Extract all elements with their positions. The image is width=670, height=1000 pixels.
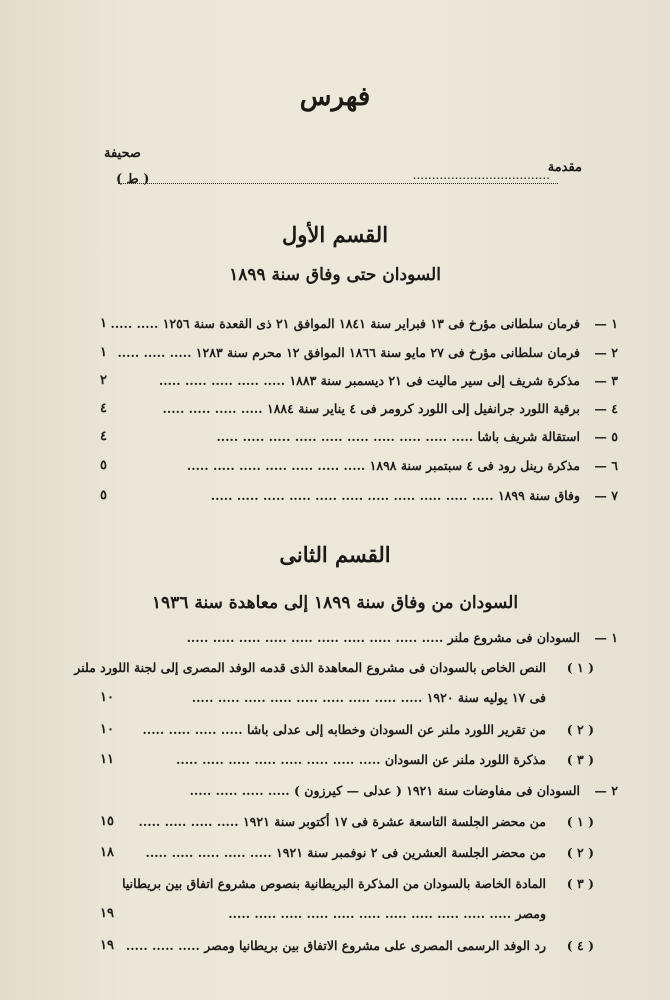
part2-subheading: السودان من وفاق سنة ١٨٩٩ إلى معاهدة سنة ١٩٣٦	[151, 593, 519, 613]
entry-text: وفاق سنة ١٨٩٩ ..... ..... ..... ..... ..... ..... ..... ..... ..... ..... .....	[210, 488, 580, 503]
entry-text: فرمان سلطانى مؤرخ فى ١٣ فبراير سنة ١٨٤١ الموافق ٢١ ذى القعدة سنة ١٢٥٦ ..... .....	[110, 316, 580, 331]
sub-entry-marker: ( ١ )	[566, 660, 594, 675]
sub-entry-marker: ( ٢ )	[566, 845, 594, 860]
sub-entry-marker: ( ٣ )	[566, 752, 594, 767]
part2-heading: القسم الثانى	[279, 542, 391, 567]
page-title: فهرس	[299, 82, 371, 112]
sub-entry-marker: ( ٢ )	[566, 722, 594, 737]
toc-entry	[110, 373, 618, 393]
sub-entry-text: رد الوفد الرسمى المصرى على مشروع الاتفاق بين بريطانيا ومصر ..... ..... .....	[125, 938, 546, 953]
sub-entry-marker: ( ٣ )	[566, 876, 594, 891]
entry-page: ١	[100, 345, 107, 360]
toc-entry	[110, 458, 618, 478]
entry-page: ١	[100, 316, 107, 331]
sub-entry-text: المادة الخاصة بالسودان من المذكرة البريطانية بنصوص مشروع اتفاق بين بريطانيا	[122, 876, 546, 891]
sub-entry-marker: ( ٤ )	[566, 938, 594, 953]
sub-entry-text: من تقرير اللورد ملنر عن السودان وخطابه إلى عدلى باشا ..... ..... ..... .....	[142, 722, 546, 737]
part1-heading: القسم الأول	[281, 222, 389, 247]
entry-text: مذكرة شريف إلى سير ماليت فى ٢١ ديسمبر سنة ١٨٨٣ ..... ..... ..... ..... .....	[158, 373, 580, 388]
entry-page: ١١	[100, 752, 114, 767]
entry-text: فرمان سلطانى مؤرخ فى ٢٧ مايو سنة ١٨٦٦ الموافق ١٢ محرم سنة ١٢٨٣ ..... ..... .....	[117, 345, 580, 360]
entry-number: ٣ —	[594, 373, 618, 388]
sub-entry-marker: ( ١ )	[566, 814, 594, 829]
entry-page: ٤	[100, 429, 107, 444]
toc-entry	[110, 345, 618, 365]
section1-entry	[110, 630, 618, 650]
toc-entry	[110, 488, 618, 508]
entry-number: ٤ —	[594, 401, 618, 416]
entry-page: ١٥	[100, 814, 114, 829]
sub-entry-text-continued: ومصر ..... ..... ..... ..... ..... ..... ..... ..... ..... ..... .....	[228, 906, 546, 921]
entry-page: ٥	[100, 458, 107, 473]
entry-text: مذكرة رينل رود فى ٤ سبتمبر سنة ١٨٩٨ ..... ..... ..... ..... ..... ..... .....	[186, 458, 580, 473]
entry-page: ١٩	[100, 906, 114, 921]
entry-page: ١٨	[100, 845, 114, 860]
entry-number: ٧ —	[594, 488, 618, 503]
section2-entry	[110, 783, 618, 803]
toc-entry	[110, 429, 618, 449]
sub-entry-text: من محضر الجلسة العشرين فى ٢ نوفمبر سنة ١٩٢١ ..... ..... ..... ..... .....	[145, 845, 546, 860]
page-column-label: صحيفة	[104, 146, 141, 161]
toc-entry	[110, 401, 618, 421]
entry-page: ١٠	[100, 690, 114, 705]
entry-page: ١٩	[100, 938, 114, 953]
intro-dots: ....................................	[412, 168, 550, 182]
toc-entry	[110, 316, 618, 336]
sub-entry-text: مذكرة اللورد ملنر عن السودان ..... ..... ..... ..... ..... ..... ..... .....	[175, 752, 546, 767]
entry-page: ٥	[100, 488, 107, 503]
entry-page: ١٠	[100, 722, 114, 737]
intro-page-number: ( ط )	[116, 172, 150, 187]
part1-subheading: السودان حتى وفاق سنة ١٨٩٩	[229, 265, 441, 285]
sub-entry-text: النص الخاص بالسودان فى مشروع المعاهدة الذى قدمه الوفد المصرى إلى لجنة اللورد ملنر	[74, 660, 546, 675]
section1-number: ١ —	[594, 630, 618, 645]
section1-text: السودان فى مشروع ملنر ..... ..... ..... ..... ..... ..... ..... ..... ..... .....	[186, 630, 580, 645]
entry-number: ٦ —	[594, 458, 618, 473]
section2-number: ٢ —	[594, 783, 618, 798]
entry-page: ٢	[100, 373, 107, 388]
entry-page: ٤	[100, 401, 107, 416]
sub-entry-text-continued: فى ١٧ يوليه سنة ١٩٢٠ ..... ..... ..... ..... ..... ..... ..... ..... .....	[191, 690, 546, 705]
entry-number: ١ —	[594, 316, 618, 331]
intro-label: مقدمة	[547, 160, 582, 175]
sub-entry-text: من محضر الجلسة التاسعة عشرة فى ١٧ أكتوبر سنة ١٩٢١ ..... ..... ..... .....	[138, 814, 546, 829]
section2-text: السودان فى مفاوضات سنة ١٩٢١ ( عدلى — كيرزون ) ..... ..... ..... .....	[189, 783, 580, 798]
entry-text: برقية اللورد جرانفيل إلى اللورد كرومر فى ٤ يناير سنة ١٨٨٤ ..... ..... ..... .....	[162, 401, 580, 416]
entry-text: استقالة شريف باشا ..... ..... ..... ..... ..... ..... ..... ..... ..... .....	[216, 429, 580, 444]
entry-number: ٥ —	[594, 429, 618, 444]
entry-number: ٢ —	[594, 345, 618, 360]
